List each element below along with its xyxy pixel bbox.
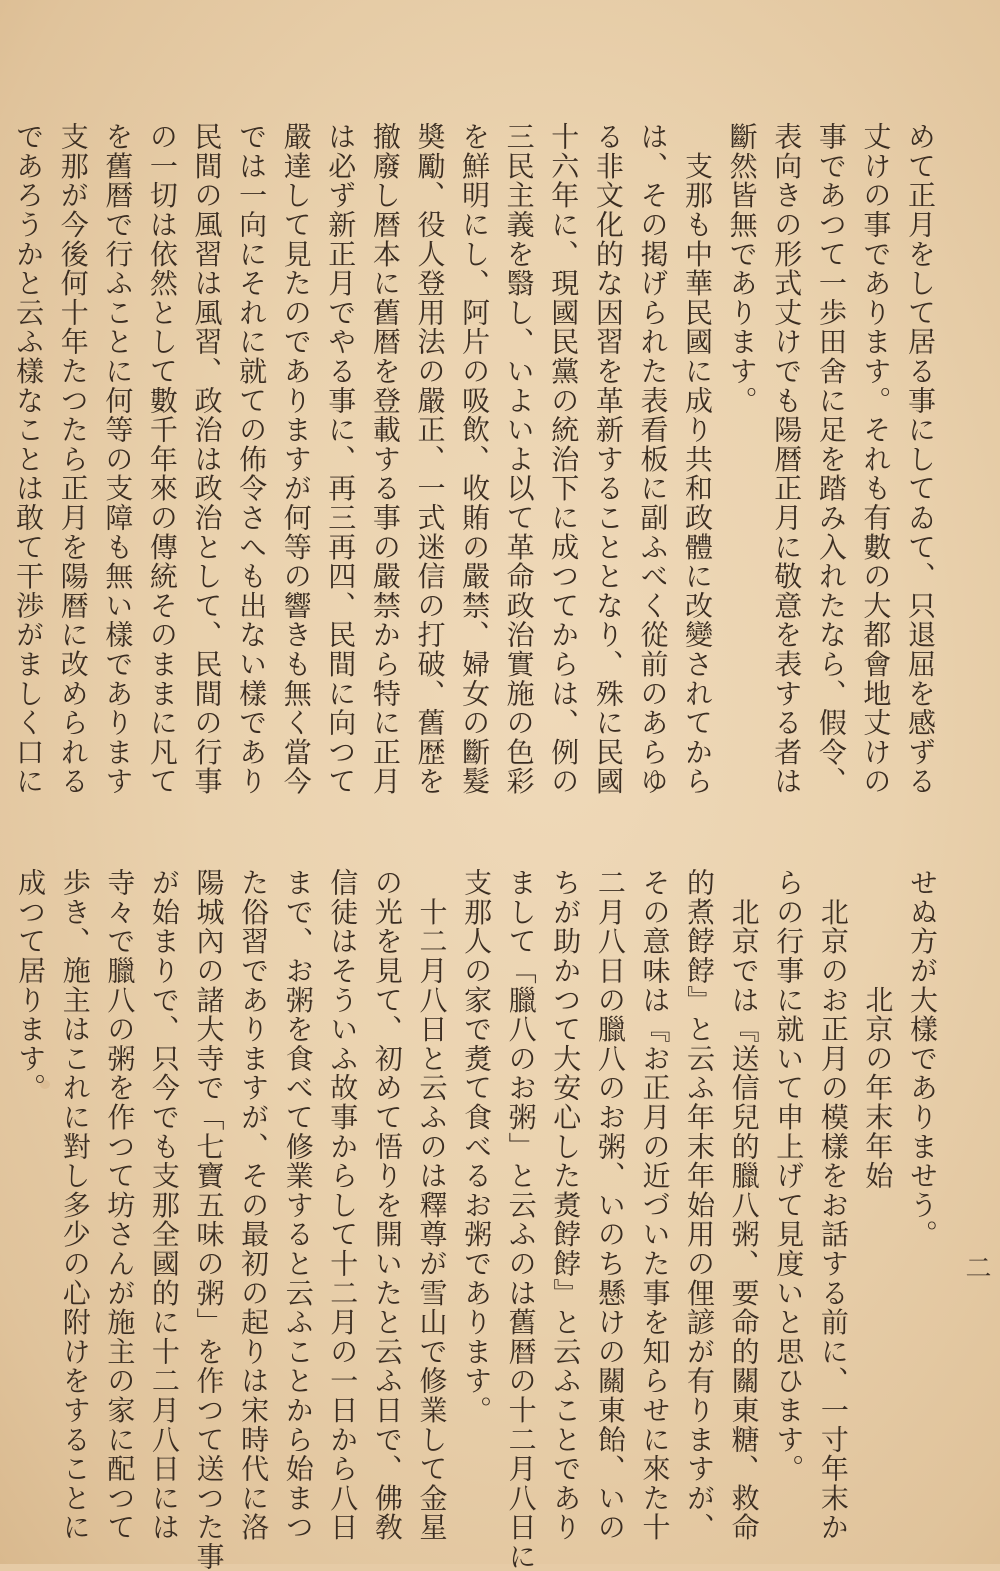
text-column: 十六年に、現國民黨の統治下に成つてからは、例の — [547, 122, 581, 796]
text-column: らの行事に就いて申上げて見度いと思ひます。 — [772, 868, 806, 1484]
text-column: 斷然皆無であります。 — [725, 122, 759, 415]
page-number: 二 — [961, 1254, 991, 1280]
text-column: 三民主義を翳し、いよいよ以て革命政治實施の色彩 — [502, 122, 536, 796]
text-column: 的煮餑餑』と云ふ年末年始用の俚諺が有りますが、 — [683, 868, 717, 1542]
text-column: の一切は依然として數千年來の傳統そのままに凡て — [145, 122, 179, 796]
text-column: 北京では『送信兒的臘八粥、要命的關東糖、救命 — [727, 868, 761, 1542]
text-column: 支那が今後何十年たつたら正月を陽暦に改められる — [56, 122, 90, 796]
section-heading: 北京の年末年始 — [861, 985, 895, 1191]
text-column: の光を見て、初めて悟りを開いたと云ふ日で、佛敎 — [370, 868, 404, 1542]
text-column: 寺々で臘八の粥を作つて坊さんが施主の家に配つて — [103, 868, 137, 1542]
text-column: を舊暦で行ふことに何等の支障も無い樣であります — [101, 122, 135, 796]
text-column: 陽城內の諸大寺で「七寶五味の粥」を作つて送つた事 — [192, 868, 226, 1571]
text-column: 奬勵、役人登用法の嚴正、一式迷信の打破、舊歴を — [413, 122, 447, 796]
text-column: では一向にそれに就ての佈令さへも出ない樣であり — [235, 122, 269, 796]
text-column: まして「臘八のお粥」と云ふのは舊暦の十二月八日に — [504, 868, 538, 1571]
text-column: 二月八日の臘八のお粥、いのち懸けの關東飴、いの — [593, 868, 627, 1542]
text-column: めて正月をして居る事にしてゐて、只退屈を感ずる — [904, 122, 937, 796]
text-column: 事であつて一歩田舍に足を踏み入れたなら、假令、 — [814, 122, 848, 796]
text-column: は必ず新正月でやる事に、再三再四、民間に向つて — [324, 122, 358, 796]
text-column: 表向きの形式丈けでも陽暦正月に敬意を表する者は — [770, 122, 804, 796]
text-column: 十二月八日と云ふのは釋尊が雪山で修業して金星 — [415, 868, 449, 1542]
text-column: 歩き、施主はこれに對し多少の心附けをすることに — [58, 868, 92, 1542]
text-column: が始まりで、只今でも支那全國的に十二月八日には — [147, 868, 181, 1542]
text-column: まで、お粥を食べて修業すると云ふことから始まつ — [281, 868, 315, 1542]
text-column: 民間の風習は風習、政治は政治として、民間の行事 — [190, 122, 224, 796]
text-column: 支那も中華民國に成り共和政體に改變されてから — [681, 122, 715, 796]
text-column: る非文化的な因習を革新することとなり、殊に民國 — [591, 122, 625, 796]
text-column: を鮮明にし、阿片の吸飲、收賄の嚴禁、婦女の斷髮 — [458, 122, 492, 796]
text-column: 丈けの事であります。それも有數の大都會地丈けの — [859, 122, 893, 796]
text-column: であろうかと云ふ樣なことは敢て干渉がましく口に — [12, 122, 46, 796]
text-column: 信徒はそういふ故事からして十二月の一日から八日 — [326, 868, 360, 1542]
text-column: 支那人の家で煑て食べるお粥であります。 — [460, 868, 494, 1425]
text-column: は、その掲げられた表看板に副ふべく從前のあらゆ — [636, 122, 670, 796]
lower-text-block — [8, 868, 944, 1571]
upper-text-block — [6, 122, 942, 812]
text-column: その意味は『お正月の近づいた事を知らせに來た十 — [638, 868, 672, 1542]
text-column: 北京のお正月の模樣をお話する前に、一寸年末か — [816, 868, 850, 1542]
text-column: 成つて居ります。 — [14, 868, 48, 1103]
text-column: 撤廢し暦本に舊暦を登載する事の嚴禁から特に正月 — [368, 122, 402, 796]
text-column: ちが助かつて大安心した煑餑餑』と云ふことであり — [549, 868, 583, 1542]
text-column: 嚴達して見たのでありますが何等の響きも無く當今 — [279, 122, 313, 796]
text-column: た俗習でありますが、その最初の起りは宋時代に洛 — [237, 868, 271, 1542]
text-column: せぬ方が大樣でありませう。 — [906, 868, 939, 1249]
